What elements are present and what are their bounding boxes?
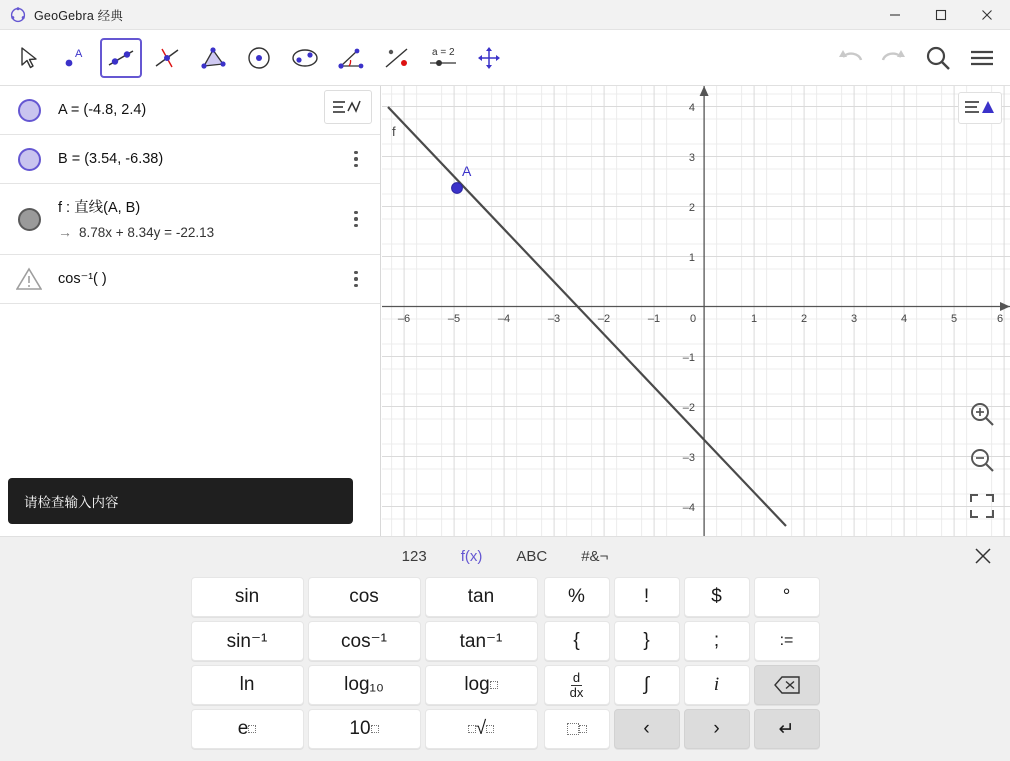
svg-text:2: 2 (800, 313, 808, 325)
keyboard-close-icon[interactable] (970, 543, 996, 569)
svg-text:1: 1 (750, 313, 758, 325)
move-graphics-tool[interactable] (468, 38, 510, 78)
row-menu-icon[interactable] (346, 208, 366, 230)
svg-text:2: 2 (688, 202, 695, 214)
key-integral[interactable]: ∫ (614, 665, 680, 705)
placeholder-box-icon (371, 725, 379, 733)
placeholder-box-icon (486, 725, 494, 733)
svg-text:1: 1 (688, 252, 695, 264)
key-cos[interactable]: cos (308, 577, 421, 617)
toolbar-right-actions (828, 30, 1004, 86)
zoom-out-icon[interactable] (964, 442, 1000, 478)
placeholder-box-icon (490, 681, 498, 689)
arrow-icon: → (58, 224, 72, 240)
key-nth-root[interactable]: √ (425, 709, 538, 749)
key-ln[interactable]: ln (191, 665, 304, 705)
svg-text:–2: –2 (682, 402, 695, 414)
row-menu-icon[interactable] (346, 268, 366, 290)
redo-arrow-icon[interactable] (872, 36, 916, 80)
close-button[interactable] (964, 0, 1010, 30)
key-derivative[interactable]: $\frac{d}{dx}$ (544, 665, 610, 705)
key-tan[interactable]: tan (425, 577, 538, 617)
algebra-style-bar-icon[interactable] (324, 90, 372, 124)
keyboard-function-block (191, 577, 538, 761)
keyboard-symbol-block (544, 577, 820, 761)
key-placeholder-box[interactable] (544, 709, 610, 749)
svg-text:A: A (75, 47, 83, 60)
key-sin[interactable]: sin (191, 577, 304, 617)
algebra-row-label: A = (-4.8, 2.4) (58, 102, 147, 118)
algebra-row-a[interactable] (0, 86, 380, 135)
key-dollar[interactable]: $ (684, 577, 750, 617)
key-arctan[interactable]: tan⁻¹ (425, 621, 538, 661)
svg-text:–1: –1 (682, 352, 695, 364)
virtual-keyboard (0, 536, 1010, 761)
keyboard-keys (0, 577, 1010, 761)
algebra-row-equation: 8.78x + 8.34y = -22.13 (79, 224, 215, 240)
key-factorial[interactable]: ! (614, 577, 680, 617)
key-log10[interactable]: log₁₀ (308, 665, 421, 705)
svg-text:3: 3 (688, 152, 695, 164)
algebra-row-content[interactable] (58, 192, 380, 246)
warning-triangle-icon (0, 267, 58, 291)
placeholder-box-icon (579, 725, 587, 733)
line-dot-gray[interactable] (0, 208, 58, 231)
key-brace-open[interactable]: { (544, 621, 610, 661)
key-imaginary-unit[interactable]: i (684, 665, 750, 705)
angle-tool[interactable] (330, 38, 372, 78)
row-menu-icon[interactable] (346, 148, 366, 170)
svg-text:–3: –3 (547, 313, 561, 325)
graphics-view[interactable] (382, 86, 1010, 536)
title-bar (0, 0, 1010, 30)
magnifier-icon[interactable] (916, 36, 960, 80)
placeholder-box-icon (248, 725, 256, 733)
tab-123[interactable]: 123 (401, 547, 427, 565)
svg-text:3: 3 (850, 313, 858, 325)
key-brace-close[interactable]: } (614, 621, 680, 661)
window-controls (872, 0, 1010, 30)
svg-text:–5: –5 (447, 313, 461, 325)
hamburger-menu-icon[interactable] (960, 36, 1004, 80)
ellipse-tool[interactable] (284, 38, 326, 78)
algebra-row-input-error[interactable] (0, 255, 380, 304)
svg-text:–3: –3 (682, 452, 695, 464)
standard-view-icon[interactable] (964, 488, 1000, 524)
key-arccos[interactable]: cos⁻¹ (308, 621, 421, 661)
key-degree[interactable]: ° (754, 577, 820, 617)
window-title: GeoGebra 经典 (34, 8, 124, 23)
key-ten-power[interactable]: 10 (308, 709, 421, 749)
line-tool[interactable] (100, 38, 142, 78)
algebra-row-label: f : 直线(A, B) (58, 200, 141, 216)
key-enter[interactable]: ↵ (754, 709, 820, 749)
reflect-tool[interactable] (376, 38, 418, 78)
point-a-label: A (462, 163, 472, 179)
svg-text:–4: –4 (497, 313, 511, 325)
svg-text:4: 4 (900, 313, 908, 325)
key-arrow-right[interactable]: › (684, 709, 750, 749)
graphics-style-bar-icon[interactable] (958, 92, 1002, 124)
zoom-in-icon[interactable] (964, 396, 1000, 432)
geogebra-logo-icon (10, 7, 26, 23)
toast-message: 请检查输入内容 (24, 495, 119, 510)
svg-text:–1: –1 (647, 313, 661, 325)
algebra-input-expression: cos⁻¹( ) (58, 271, 107, 287)
error-toast (8, 478, 353, 524)
point-dot-purple[interactable] (0, 99, 58, 122)
backspace-icon[interactable] (754, 665, 820, 705)
svg-text:0: 0 (689, 313, 697, 325)
placeholder-box-icon (468, 725, 476, 733)
key-percent[interactable]: % (544, 577, 610, 617)
svg-text:6: 6 (996, 313, 1004, 325)
algebra-view (0, 86, 381, 536)
maximize-button[interactable] (918, 0, 964, 30)
tab-fx[interactable]: f(x) (460, 547, 483, 565)
tab-abc[interactable]: ABC (516, 547, 548, 565)
key-semicolon[interactable]: ; (684, 621, 750, 661)
undo-arrow-icon[interactable] (828, 36, 872, 80)
move-tool[interactable] (8, 38, 50, 78)
point-dot-purple[interactable] (0, 148, 58, 171)
polygon-tool[interactable] (192, 38, 234, 78)
key-assign[interactable]: := (754, 621, 820, 661)
keyboard-tabs (0, 537, 1010, 575)
placeholder-box-icon (567, 723, 579, 735)
svg-text:–2: –2 (597, 313, 611, 325)
graphics-canvas[interactable] (382, 86, 1010, 536)
function-label: f (392, 124, 396, 139)
svg-text:–4: –4 (682, 502, 695, 514)
svg-text:4: 4 (688, 102, 695, 114)
key-e-power[interactable]: e (191, 709, 304, 749)
key-arrow-left[interactable]: ‹ (614, 709, 680, 749)
main-toolbar (0, 30, 1010, 86)
slider-tool[interactable] (422, 38, 464, 78)
algebra-row-f[interactable] (0, 184, 380, 255)
algebra-row-content[interactable] (58, 143, 380, 175)
point-tool[interactable] (54, 38, 96, 78)
key-log-base[interactable]: log (425, 665, 538, 705)
key-arcsin[interactable]: sin⁻¹ (191, 621, 304, 661)
svg-text:–6: –6 (397, 313, 411, 325)
algebra-row-definition (58, 224, 380, 240)
minimize-button[interactable] (872, 0, 918, 30)
perpendicular-line-tool[interactable] (146, 38, 188, 78)
algebra-row-content[interactable] (58, 263, 380, 295)
algebra-row-b[interactable] (0, 135, 380, 184)
tab-special[interactable]: #&¬ (581, 547, 609, 565)
algebra-row-label: B = (3.54, -6.38) (58, 151, 164, 167)
circle-tool[interactable] (238, 38, 280, 78)
svg-text:a = 2: a = 2 (432, 46, 455, 58)
svg-text:5: 5 (950, 313, 958, 325)
graphics-view-tools (964, 396, 1000, 524)
